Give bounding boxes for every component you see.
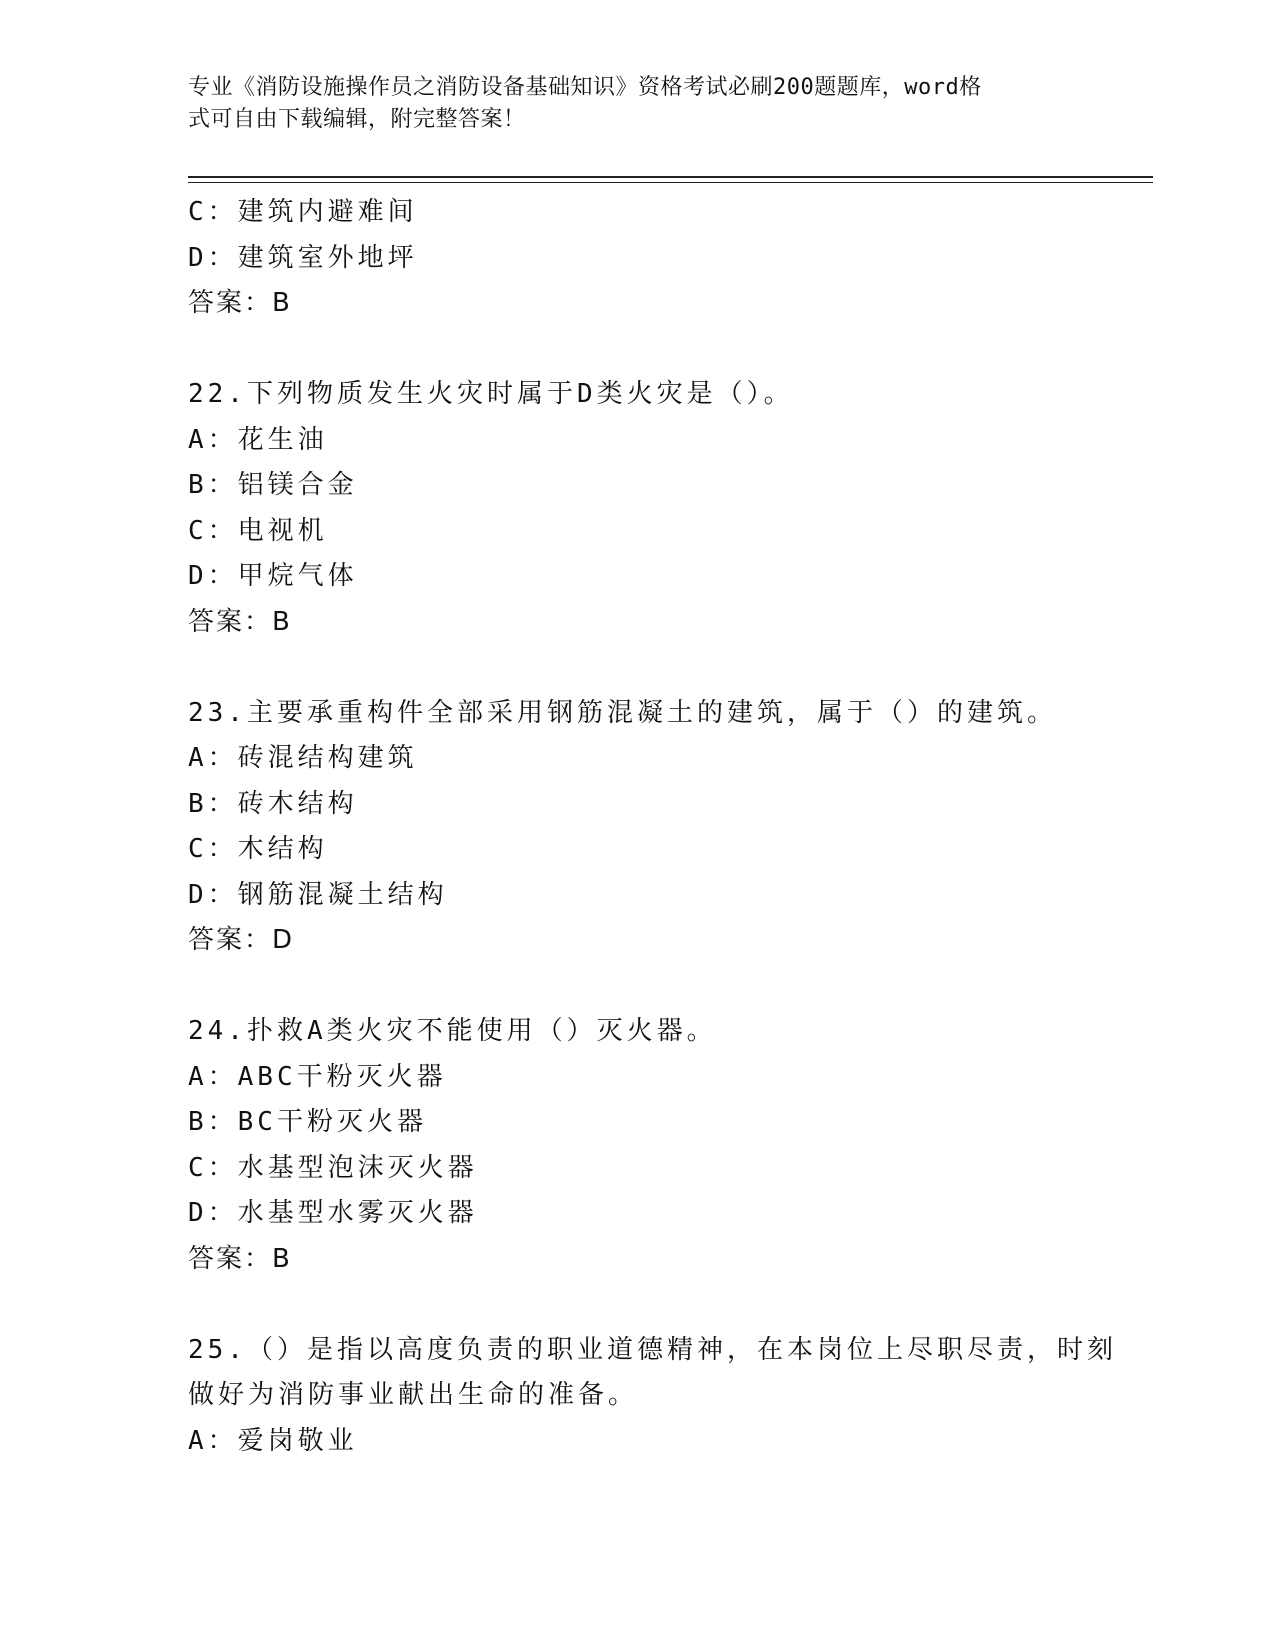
option-d: D：建筑室外地坪: [188, 242, 418, 273]
option-d: D：甲烷气体: [188, 561, 358, 591]
question-stem-22: 22.下列物质发生火灾时属于D类火灾是（）。: [188, 379, 794, 409]
option-d: D：钢筋混凝土结构: [188, 879, 448, 910]
header-line-1: 专业《消防设施操作员之消防设备基础知识》资格考试必刷200题题库，word格: [188, 75, 982, 100]
option-b: B：铝镁合金: [188, 470, 358, 500]
header-line-2: 式可自由下载编辑，附完整答案！: [188, 107, 526, 132]
answer: 答案：B: [188, 606, 292, 637]
question-list: [188, 190, 1153, 1464]
answer: 答案：B: [188, 1243, 292, 1274]
option-a: A：花生油: [188, 424, 328, 455]
option-d: D：水基型水雾灭火器: [188, 1198, 478, 1228]
option-c: C：建筑内避难间: [188, 197, 418, 227]
option-b: B：BC干粉灭火器: [188, 1107, 427, 1137]
question-stem-23: 23.主要承重构件全部采用钢筋混凝土的建筑，属于（）的建筑。: [188, 697, 1057, 728]
option-a: A：爱岗敬业: [188, 1425, 358, 1456]
option-c: C：水基型泡沫灭火器: [188, 1152, 478, 1183]
header-divider-thin: [188, 182, 1153, 183]
option-c: C：木结构: [188, 834, 328, 864]
option-b: B：砖木结构: [188, 788, 358, 819]
question-stem-25-line-1: 25.（）是指以高度负责的职业道德精神，在本岗位上尽职尽责，时刻: [188, 1334, 1117, 1365]
answer: 答案：D: [188, 925, 295, 955]
option-c: C：电视机: [188, 515, 328, 546]
option-a: A：砖混结构建筑: [188, 743, 418, 773]
spacer: [188, 964, 1153, 1010]
spacer: [188, 327, 1153, 373]
question-stem-24: 24.扑救A类火灾不能使用（）灭火器。: [188, 1016, 717, 1046]
document-header: [188, 72, 1078, 136]
spacer: [188, 645, 1153, 691]
question-stem-25-line-2: 做好为消防事业献出生命的准备。: [188, 1380, 639, 1410]
answer: 答案：B: [188, 288, 292, 318]
header-divider: [188, 176, 1153, 178]
option-a: A：ABC干粉灭火器: [188, 1061, 447, 1092]
spacer: [188, 1282, 1153, 1328]
